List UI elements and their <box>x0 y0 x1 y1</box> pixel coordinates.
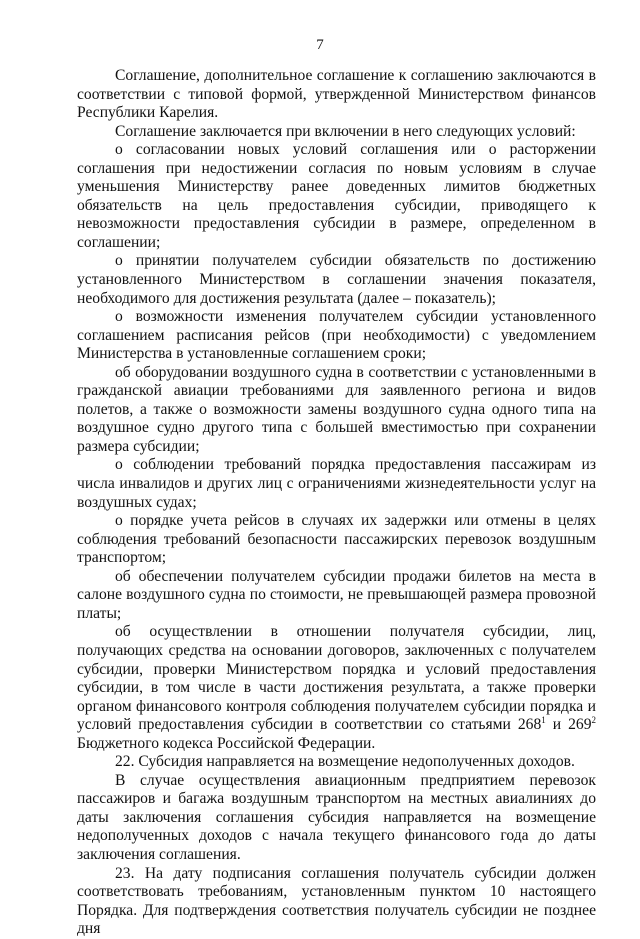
condition-disabled-passengers: о соблюдении требований порядка предоставления пассажирам из числа инвалидов и других лиц с ограничениями жизнедеятельности услуг на воздушных судах; <box>77 456 596 511</box>
inspections-text-after: Бюджетного кодекса Российской Федерации. <box>77 734 376 752</box>
condition-renegotiation: о согласовании новых условий соглашения или о расторжении соглашения при недостижении согласия по новым условиям в случае уменьшения Министерству ранее доведенных лимитов бюджетных обязательств на цель предоставления субсидии, приводящего к невозможности предоставления субсидии в размере, определенном в соглашении; <box>77 141 596 251</box>
inspections-text-before: об осуществлении в отношении получателя субсидии, лиц, получающих средства на основании договоров, заключенных с получателем субсидии, проверки Министерством порядка и условий предоставления субсидии, в том числе в части достижения результата, а также проверки органом финансового контроля соблюдения получателем субсидии порядка и условий предоставления субсидии в соответствии со статьями 268 <box>77 623 596 734</box>
clause-23: 23. На дату подписания соглашения получатель субсидии должен соответствовать требованиям, установленным пунктом 10 настоящего Порядка. Для подтверждения соответствия получатель субсидии не позднее дня <box>77 864 596 938</box>
condition-indicator: о принятии получателем субсидии обязательств по достижению установленного Министерством в соглашении значения показателя, необходимого для достижения результата (далее – показатель); <box>77 252 596 307</box>
document-body <box>77 67 596 939</box>
condition-flight-accounting: о порядке учета рейсов в случаях их задержки или отмены в целях соблюдения требований безопасности пассажирских перевозок воздушным транспортом; <box>77 512 596 567</box>
condition-ticket-sales: об обеспечении получателем субсидии продажи билетов на места в салоне воздушного судна по стоимости, не превышающей размера провозной платы; <box>77 567 596 622</box>
paragraph-agreement-form: Соглашение, дополнительное соглашение к соглашению заключаются в соответствии с типовой формой, утвержденной Министерством финансов Республики Карелия. <box>77 67 596 122</box>
condition-aircraft-equipment: об оборудовании воздушного судна в соответствии с установленными в гражданской авиации требованиями для заявленного региона и видов полетов, а также о возможности замены воздушного судна одного типа на воздушное судно другого типа с большей вместимостью при сохранении размера субсидии; <box>77 363 596 455</box>
article-268-superscript: 1 <box>541 715 546 726</box>
page-number: 7 <box>316 37 324 53</box>
article-269-superscript: 2 <box>591 715 596 726</box>
condition-inspections <box>77 623 596 753</box>
condition-schedule-change: о возможности изменения получателем субсидии установленного соглашением расписания рейсов (при необходимости) с уведомлением Министерства в установленные соглашением сроки; <box>77 308 596 363</box>
clause-22-transport: В случае осуществления авиационным предприятием перевозок пассажиров и багажа воздушным транспортом на местных авиалиниях до даты заключения соглашения субсидия направляется на возмещение недополученных доходов с начала текущего финансового года до даты заключения соглашения. <box>77 771 596 863</box>
paragraph-conditions-intro: Соглашение заключается при включении в него следующих условий: <box>115 122 576 140</box>
inspections-text-middle: и 269 <box>545 716 592 734</box>
clause-22: 22. Субсидия направляется на возмещение недополученных доходов. <box>115 753 575 771</box>
